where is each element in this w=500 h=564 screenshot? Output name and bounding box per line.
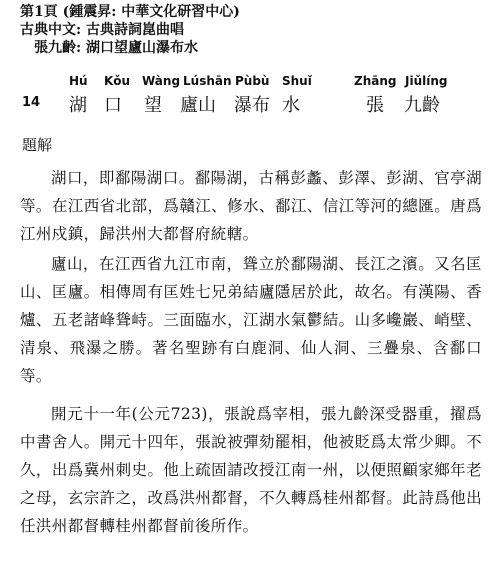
pinyin-kou: Kǒu xyxy=(104,74,131,88)
pinyin-shui: Shuǐ xyxy=(282,74,312,88)
author-char-jiuling: 九齡 xyxy=(404,95,440,116)
pinyin-pubu: Pùbù xyxy=(235,74,270,88)
poem-heading: 張九齡: 湖口望廬山瀑布水 xyxy=(34,40,199,56)
page-header: 第1頁 (鍾震昇: 中華文化研習中心) xyxy=(20,4,240,20)
paragraph-lake: 湖口，即鄱陽湖口。鄱陽湖，古稱彭蠡、彭澤、彭湖、官亭湖等。在江西省北部，爲贛江、修水、鄱江、信江等河的總匯。唐爲江州戍鎮，歸洪州大都督府統轄。 xyxy=(20,169,482,243)
title-char-hu: 湖 xyxy=(69,95,87,116)
title-char-kou: 口 xyxy=(104,95,122,116)
category-line: 古典中文: 古典詩詞崑曲唱 xyxy=(20,22,185,38)
title-char-wang: 望 xyxy=(144,95,162,116)
poem-number: 14 xyxy=(22,95,41,110)
pinyin-zhang: Zhāng xyxy=(354,74,397,88)
section-title: 題解 xyxy=(22,136,53,154)
title-char-pubu: 瀑布 xyxy=(234,95,270,116)
title-char-lushan: 廬山 xyxy=(180,95,216,116)
pinyin-wang: Wàng xyxy=(142,74,181,88)
paragraph-background: 開元十一年(公元723)，張說爲宰相，張九齡深受器重，擢爲中書舍人。開元十四年，張說被彈劾罷相，他被貶爲太常少卿。不久，出爲冀州刺史。他上疏固請改授江南一州，以便照顧家鄉年老之母，玄宗許之，改爲洪州都督，不久轉爲桂州都督。此詩爲他出任洪州都督轉桂州都督前後所作。 xyxy=(20,405,482,535)
title-char-shui: 水 xyxy=(282,95,300,116)
pinyin-lushan: Lúshān xyxy=(183,74,232,88)
pinyin-jiuling: Jiǔlíng xyxy=(405,74,448,88)
paragraph-mountain: 廬山，在江西省九江市南，聳立於鄱陽湖、長江之濱。又名匡山、匡廬。相傳周有匡姓七兄弟結廬隱居於此，故名。有漢陽、香爐、五老諸峰聳峙。三面臨水，江湖水氣鬱結。山多巉巖、峭壁、清泉、飛瀑之勝。著名聖跡有白鹿洞、仙人洞、三疊泉、含鄱口等。 xyxy=(20,255,482,385)
pinyin-hu: Hú xyxy=(69,74,88,88)
author-char-zhang: 張 xyxy=(366,95,384,116)
